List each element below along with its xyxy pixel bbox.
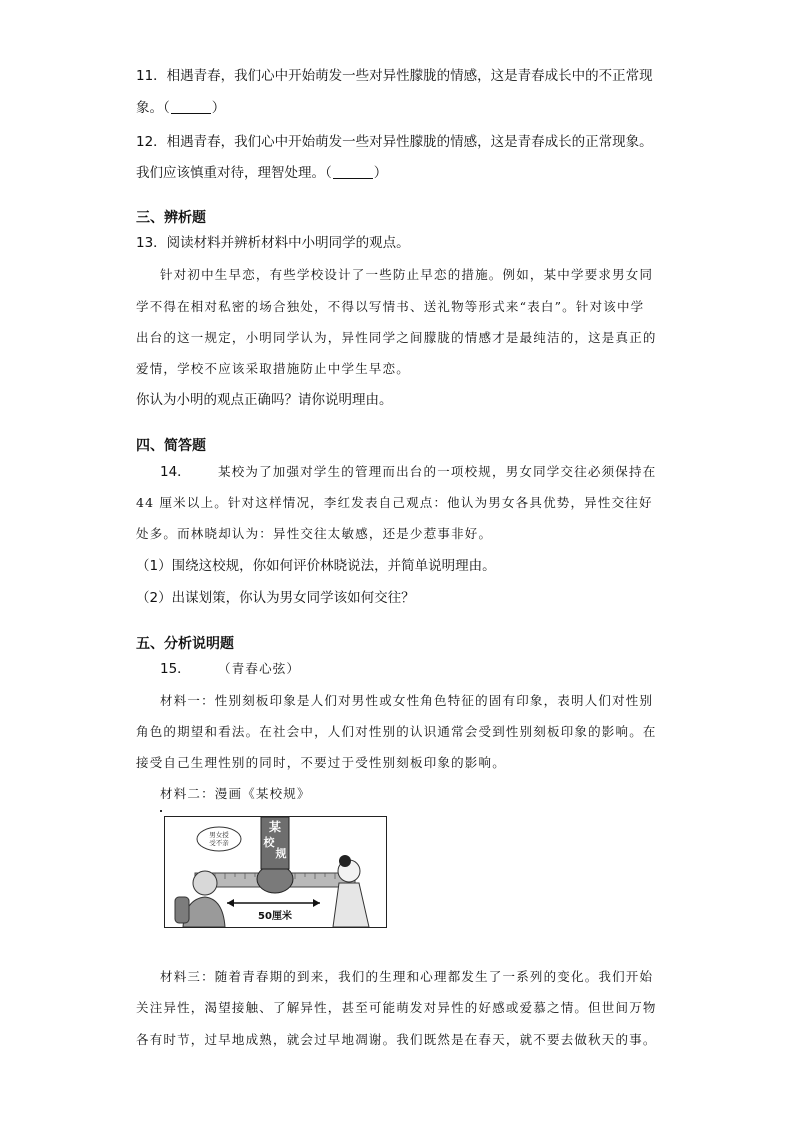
q15-material-1-line-3: 接受自己生理性别的同时，不要过于受性别刻板印象的影响。 (136, 755, 506, 770)
q11-line-2-suffix: ） (211, 100, 226, 116)
q12-line-1: 12．相遇青春，我们心中开始萌发一些对异性朦胧的情感，这是青春成长的正常现象。 (136, 134, 653, 150)
q15-material-3-line-3: 各有时节，过早地成熟，就会过早地凋谢。我们既然是在春天，就不要去做秋天的事。 (136, 1032, 657, 1047)
q14-material-line-2: 44 厘米以上。针对这样情况，李红发表自己观点：他认为男女各具优势，异性交往好 (136, 495, 653, 510)
section-4-title: 四、简答题 (136, 438, 206, 454)
q13-material-line-1: 针对初中生早恋，有些学校设计了一些防止早恋的措施。例如，某中学要求男女同 (160, 267, 654, 282)
q12-line-2 (136, 163, 387, 183)
girl-dress (333, 883, 369, 927)
q14-number: 14． (160, 464, 191, 480)
arrow-head-right (313, 899, 320, 907)
sign-char-2: 校 (263, 836, 275, 849)
section-3-title: 三、辨析题 (136, 210, 206, 226)
sign-char-3: 规 (275, 847, 287, 860)
q15-material-1-line-1: 材料一：性别刻板印象是人们对男性或女性角色特征的固有印象，表明人们对性别 (160, 693, 654, 708)
bubble-text-2: 受不亲 (209, 839, 229, 847)
q13-material-line-2: 学不得在相对私密的场合独处，不得以写情书、送礼物等形式来“表白”。针对该中学 (136, 299, 645, 314)
q12-line-2-suffix: ） (373, 165, 388, 181)
q15-material-2-label: 材料二：漫画《某校规》 (160, 786, 311, 801)
q14-sub-question-1: （1）围绕这校规，你如何评价林晓说法，并简单说明理由。 (136, 558, 496, 574)
boy-head (193, 871, 217, 895)
q14-material-line-3: 处多。而林晓却认为：异性交往太敏感，还是少惹事非好。 (136, 526, 493, 541)
q11-line-2-prefix: 象。（ (136, 100, 170, 116)
q14-sub-question-2: （2）出谋划策，你认为男女同学该如何交往？ (136, 590, 415, 606)
q13-material-line-4: 爱情，学校不应该采取措施防止中学生早恋。 (136, 361, 411, 376)
image-anchor-dot (160, 810, 162, 812)
q15-material-3-line-1: 材料三：随着青春期的到来，我们的生理和心理都发生了一系列的变化。我们开始 (160, 969, 654, 984)
cartoon-illustration (164, 816, 387, 928)
sign-char-1: 某 (268, 820, 282, 834)
q12-line-2-prefix: 我们应该慎重对待，理智处理。（ (136, 165, 332, 181)
boy-backpack (175, 897, 189, 923)
q13-question: 你认为小明的观点正确吗？请你说明理由。 (136, 392, 393, 408)
q14-material-line-1: 某校为了加强对学生的管理而出台的一项校规，男女同学交往必须保持在 (218, 464, 657, 479)
q15-material-3-line-2: 关注异性，渴望接触、了解异性，甚至可能萌发对异性的好感或爱慕之情。但世间万物 (136, 1000, 657, 1015)
girl-hair-bun (339, 855, 351, 867)
q15-number: 15． (160, 661, 191, 677)
cartoon-drawing (165, 817, 386, 927)
q15-material-1-line-2: 角色的期望和看法。在社会中，人们对性别的认识通常会受到性别刻板印象的影响。在 (136, 724, 657, 739)
distance-label: 50厘米 (258, 911, 292, 922)
q12-answer-blank[interactable] (333, 164, 373, 179)
q11-line-1: 11．相遇青春，我们心中开始萌发一些对异性朦胧的情感，这是青春成长中的不正常现 (136, 68, 653, 84)
q15-title: （青春心弦） (218, 661, 301, 676)
q11-line-2 (136, 98, 225, 118)
q11-answer-blank[interactable] (171, 99, 211, 114)
q13-prompt: 13．阅读材料并辨析材料中小明同学的观点。 (136, 235, 410, 251)
bubble-text-1: 男女授 (209, 831, 229, 839)
q13-material-line-3: 出台的这一规定，小明同学认为，异性同学之间朦胧的情感才是最纯洁的，这是真正的 (136, 330, 657, 345)
arrow-head-left (227, 899, 234, 907)
section-5-title: 五、分析说明题 (136, 636, 234, 652)
